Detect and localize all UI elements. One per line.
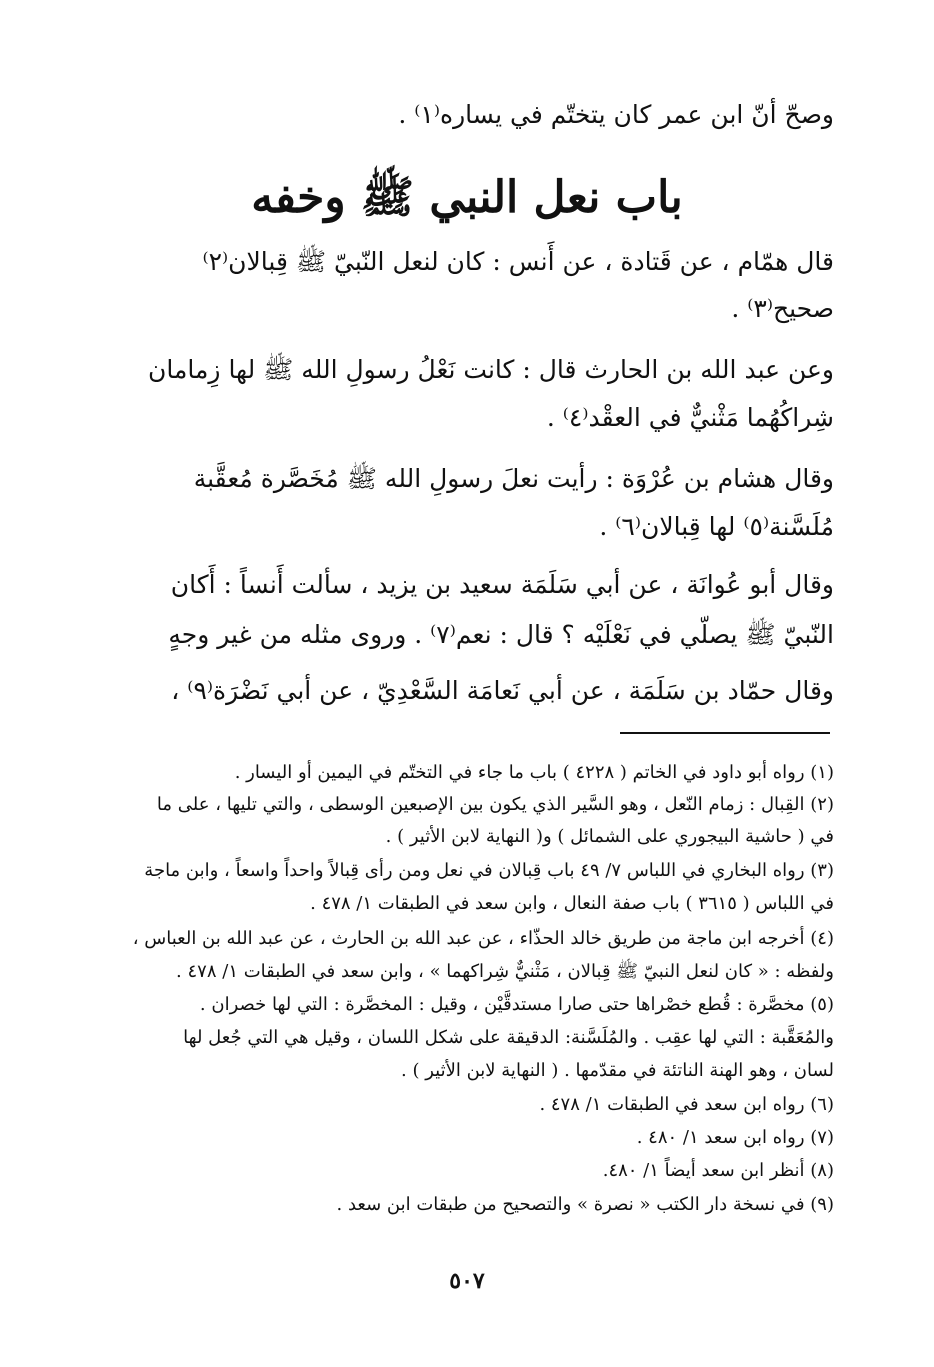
footnote-4: (٤) أخرجه ابن ماجة من طريق خالد الحذّاء ، عن عبد الله بن الحارث ، عن عبد الله بن العباس ، xyxy=(132,928,834,949)
footnote-1: (١) رواه أبو داود في الخاتم ( ٤٢٢٨ ) باب ما جاء في التختّم في اليمين أو اليسار . xyxy=(234,762,834,783)
footnote-5-cont-2: لسان ، وهو الهنة الناتئة في مقدّمها . ( النهاية لابن الأثير ) . xyxy=(401,1060,834,1081)
paragraph-line-5: وقال هشام بن عُرْوَة : رأيت نعلَ رسولِ الله ﷺ مُخَصَّرة مُعقَّبة xyxy=(193,464,834,493)
footnote-divider xyxy=(620,732,830,734)
footnote-2: (٢) القِبال : زمام النّعل ، وهو السَّير الذي يكون بين الإصبعين الوسطى ، والتي تليها ، على ما xyxy=(156,794,834,815)
footnote-4-cont: ولفظه : « كان لنعل النبيّ ﷺ قِبالان ، مَثْنيٌّ شِراكهما » ، وابن سعد في الطبقات ١/ ٤٧٨ . xyxy=(176,961,834,982)
footnote-3-cont: في اللباس ( ٣٦١٥ ) باب صفة النعال ، وابن سعد في الطبقات ١/ ٤٧٨ . xyxy=(310,893,834,914)
paragraph-line-8: النّبيّ ﷺ يصلّي في نَعْلَيْه ؟ قال : نعم⁽٧⁾ . وروى مثله من غير وجهٍ xyxy=(168,620,834,649)
paragraph-line-4: شِراكُهُما مَثْنيٌّ في العقْد⁽٤⁾ . xyxy=(546,403,834,432)
paragraph-line-7: وقال أبو عُوانَة ، عن أبي سَلَمَة سعيد بن يزيد ، سألت أَنساً : أَكان xyxy=(170,570,834,599)
paragraph-line-6: مُلَسَّنة⁽٥⁾ لها قِبالان⁽٦⁾ . xyxy=(599,512,834,541)
paragraph-line-1: قال همّام ، عن قَتادة ، عن أَنس : كان لنعل النّبيّ ﷺ قِبالان⁽٢⁾ xyxy=(202,247,834,276)
paragraph-line-2: صحيح⁽٣⁾ . xyxy=(731,294,834,323)
paragraph-line-9: وقال حمّاد بن سَلَمَة ، عن أبي نَعامَة السَّعْدِيّ ، عن أبي نَضْرَة⁽٩⁾ ، xyxy=(171,676,834,705)
footnote-5: (٥) مخصَّرة : قُطع خصْراها حتى صارا مستدقَّيْن ، وقيل : المخصَّرة : التي لها خصران . xyxy=(199,994,834,1015)
page-number: ٥٠٧ xyxy=(449,1268,485,1294)
footnote-6: (٦) رواه ابن سعد في الطبقات ١/ ٤٧٨ . xyxy=(539,1094,834,1115)
footnote-7: (٧) رواه ابن سعد ١/ ٤٨٠ . xyxy=(636,1127,834,1148)
footnote-9: (٩) في نسخة دار الكتب « نصرة » والتصحيح من طبقات ابن سعد . xyxy=(336,1194,834,1215)
intro-line: وصحّ أنّ ابن عمر كان يتختّم في يساره⁽١⁾ . xyxy=(398,100,834,129)
footnote-2-cont: في ( حاشية البيجوري على الشمائل ) و( النهاية لابن الأثير ) . xyxy=(385,826,834,847)
footnote-5-cont-1: والمُعَقَّبة : التي لها عقِب . والمُلَسَّنة: الدقيقة على شكل اللسان ، وقيل هي التي جُعل لها xyxy=(183,1027,834,1048)
footnote-3: (٣) رواه البخاري في اللباس ٧/ ٤٩ باب قِبالان في نعل ومن رأى قِبالاً واحداً واسعاً ، وابن ماجة xyxy=(144,860,834,881)
paragraph-line-3: وعن عبد الله بن الحارث قال : كانت نَعْلُ رسولِ الله ﷺ لها زِمامان xyxy=(148,355,834,384)
chapter-title: باب نعل النبي ﷺ وخفه xyxy=(251,172,683,223)
footnote-8: (٨) أنظر ابن سعد أيضاً ١/ ٤٨٠. xyxy=(602,1160,834,1181)
